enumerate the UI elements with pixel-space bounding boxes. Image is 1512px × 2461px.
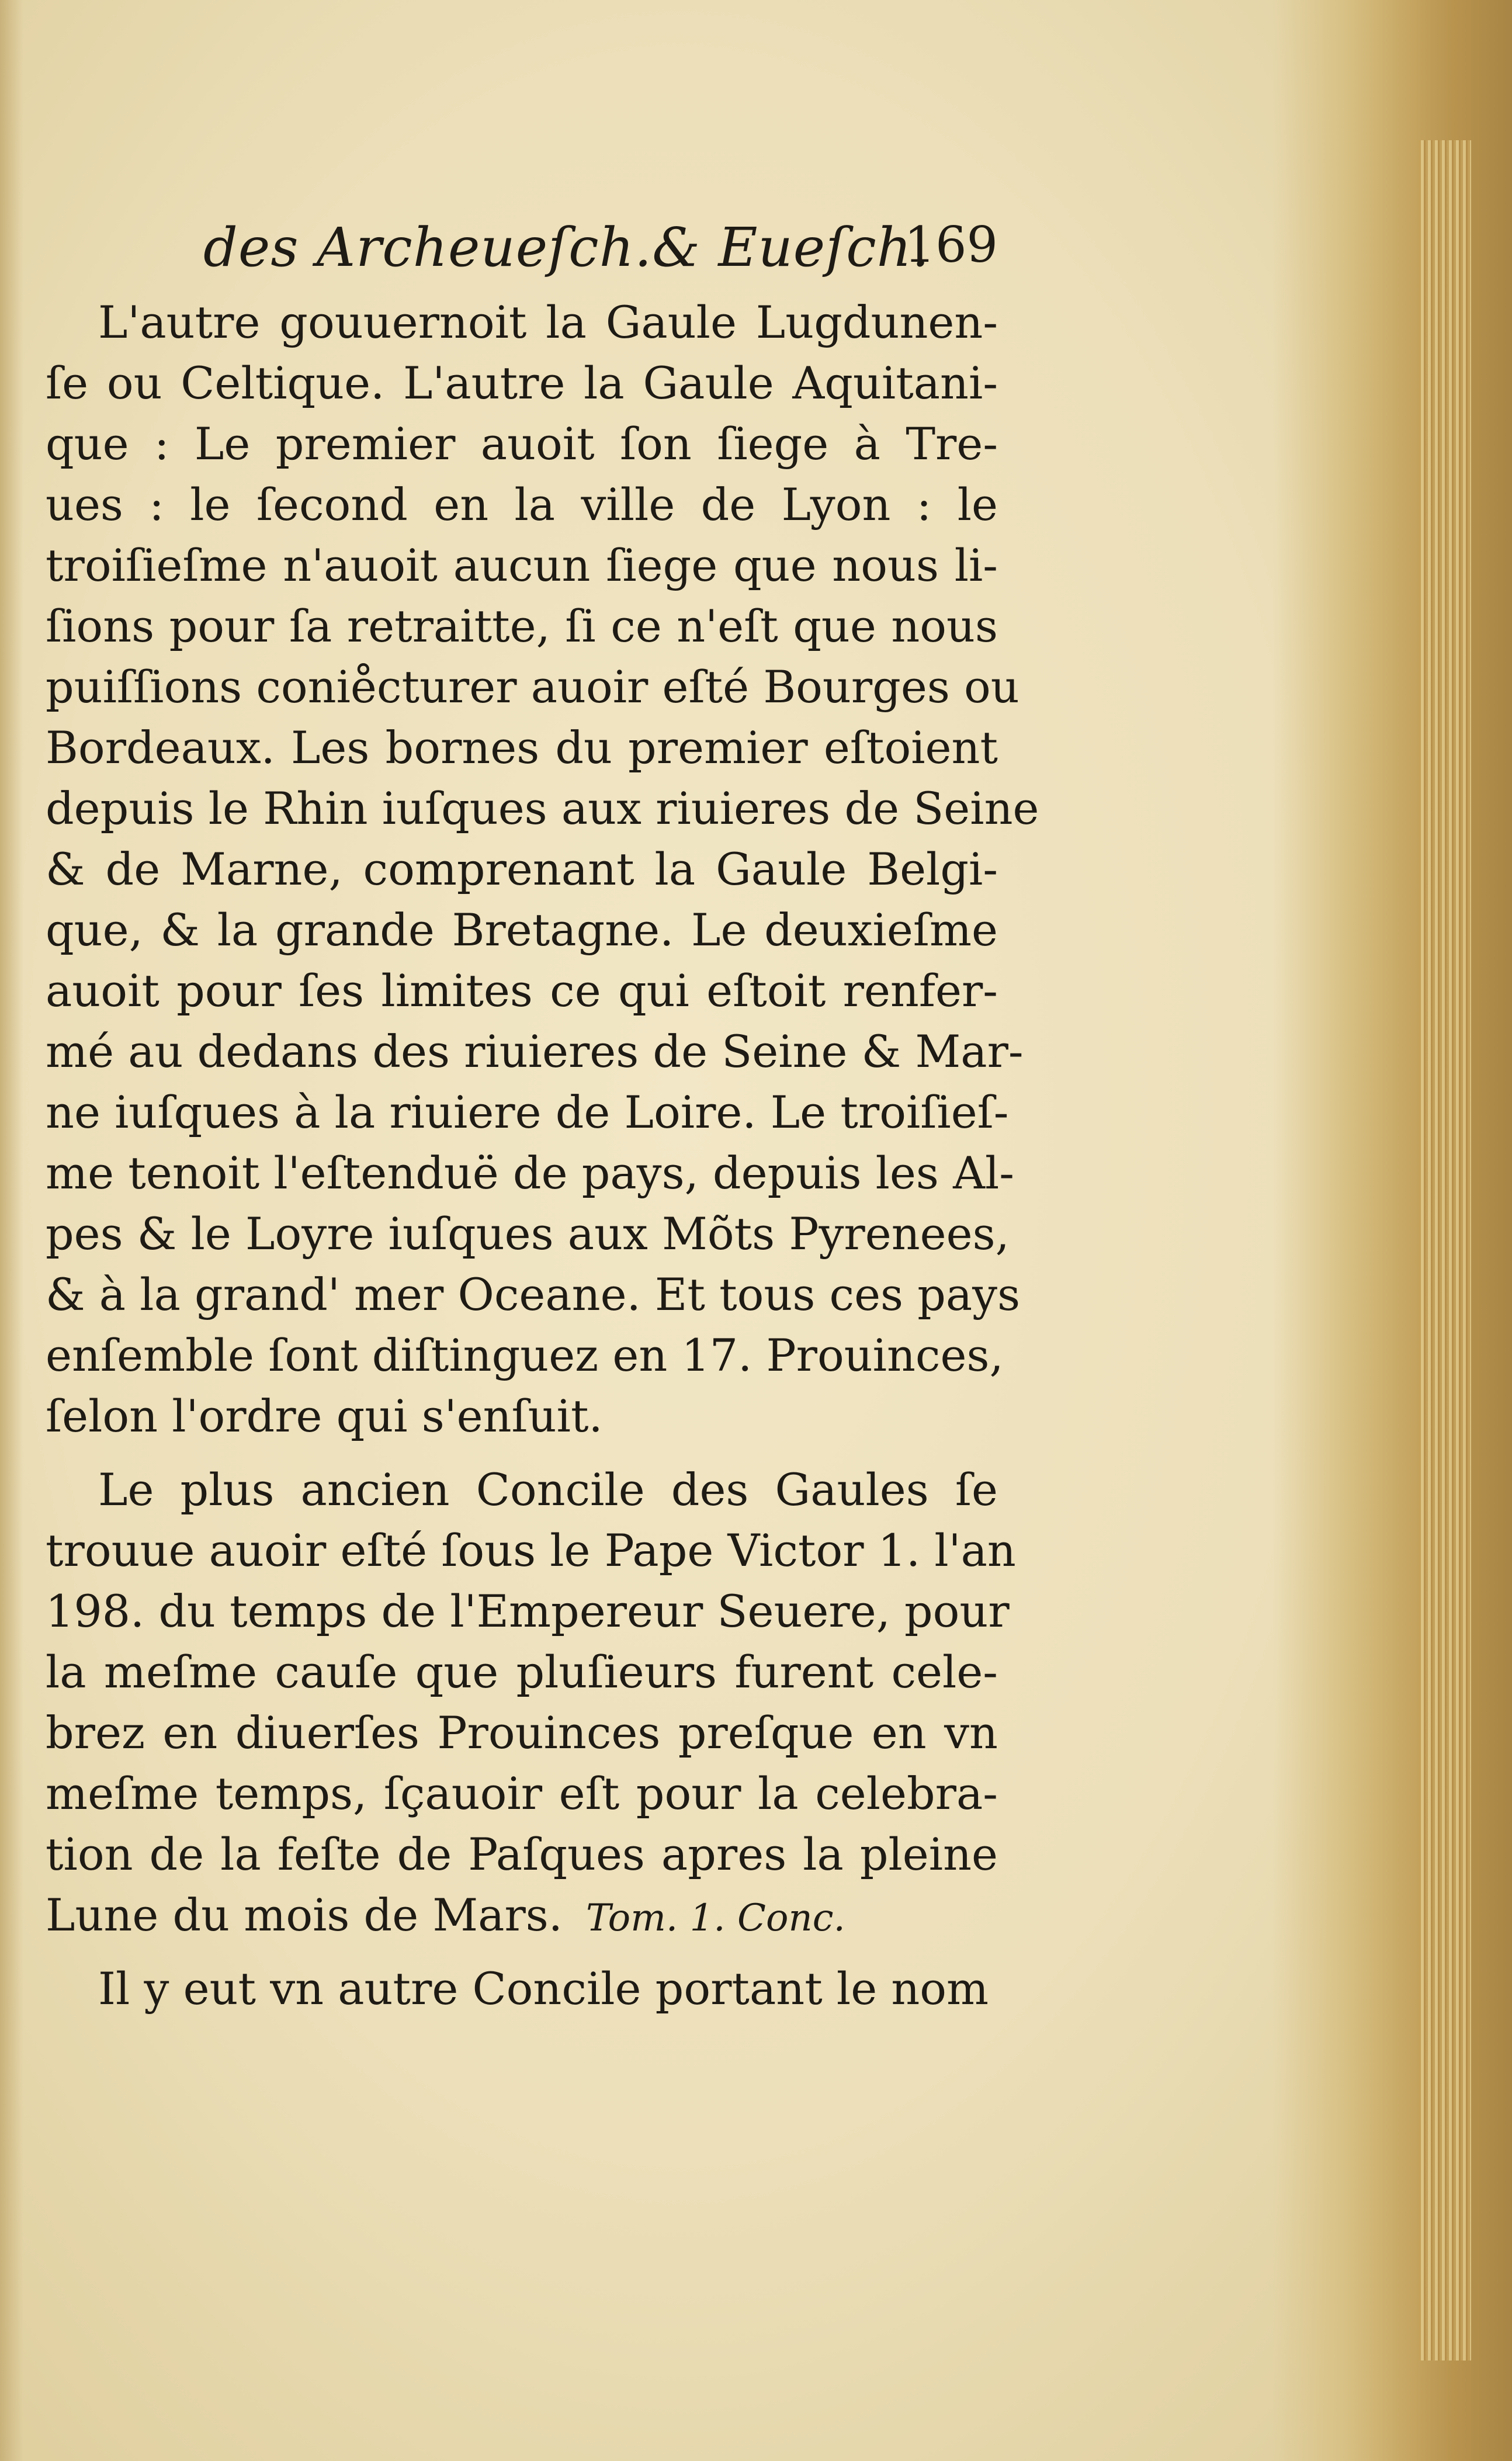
page-edge-shadow [1272, 0, 1512, 2461]
text-line: depuis le Rhin iuſques aux riuieres de Seine [46, 782, 1039, 834]
text-line: troiſieſme n'auoit aucun ſiege que nous li- [46, 539, 998, 591]
text-line: auoit pour ſes limites ce qui eſtoit renfer- [46, 965, 998, 1017]
text-line: ne iuſques à la riuiere de Loire. Le troiſieſ- [46, 1086, 1009, 1138]
book-fore-edge [1419, 140, 1471, 2361]
text-line: 198. du temps de l'Empereur Seuere, pour [46, 1585, 1010, 1637]
paragraph-gap [46, 1447, 998, 1460]
text-line: tion de la feſte de Paſques apres la pleine [46, 1828, 998, 1880]
text-line: & à la grand' mer Oceane. Et tous ces pays [46, 1268, 1021, 1320]
text-line: que : Le premier auoit ſon ſiege à Tre- [46, 418, 998, 470]
text-line: ues : le ſecond en la ville de Lyon : le [46, 479, 998, 531]
text-line: que, & la grande Bretagne. Le deuxieſme [46, 904, 998, 956]
text-block [46, 216, 1039, 2019]
text-line: meſme temps, ſçauoir eſt pour la celebra- [46, 1767, 998, 1819]
text-line: Le plus ancien Concile des Gaules ſe [98, 1464, 998, 1516]
text-line: enſemble ſont diſtinguez en 17. Prouinces, [46, 1329, 1004, 1381]
text-line: Il y eut vn autre Concile portant le nom [98, 1963, 989, 2015]
paragraph-3 [46, 1959, 998, 2019]
paragraph-1 [46, 292, 1039, 1447]
text-line: trouue auoir eſté ſous le Pape Victor 1. l'an [46, 1524, 1016, 1576]
text-line: brez en diuerſes Prouinces preſque en vn [46, 1707, 998, 1759]
marginal-reference: Tom. 1. Conc. [585, 1897, 845, 1940]
paragraph-gap [46, 1946, 998, 1959]
page-number: 169 [904, 216, 998, 273]
text-line: me tenoit l'eſtenduë de pays, depuis les Al- [46, 1147, 1014, 1199]
paragraph-2 [46, 1460, 1016, 1946]
text-line: pes & le Loyre iuſques aux Mõts Pyrenees, [46, 1208, 1010, 1260]
text-line-content: Lune du mois de Mars. [46, 1889, 563, 1941]
text-line: puiſſions conie̊cturer auoir eſté Bourges ou [46, 661, 1019, 713]
text-line: la meſme cauſe que pluſieurs furent cele- [46, 1646, 998, 1698]
running-head [46, 216, 998, 292]
running-head-title: des Archeueſch.& Eueſch. [203, 216, 930, 279]
page-gutter-shadow [0, 0, 23, 2461]
text-line: & de Marne, comprenant la Gaule Belgi- [46, 843, 998, 895]
text-line: ſions pour ſa retraitte, ſi ce n'eſt que nous [46, 600, 998, 652]
text-line: ſelon l'ordre qui s'enſuit. [46, 1390, 603, 1442]
text-line: L'autre gouuernoit la Gaule Lugdunen- [98, 296, 998, 348]
text-line: mé au dedans des riuieres de Seine & Mar- [46, 1025, 1024, 1077]
text-line: Bordeaux. Les bornes du premier eſtoient [46, 722, 998, 774]
text-line: ſe ou Celtique. L'autre la Gaule Aquitani- [46, 357, 998, 409]
text-line [46, 1885, 998, 1946]
